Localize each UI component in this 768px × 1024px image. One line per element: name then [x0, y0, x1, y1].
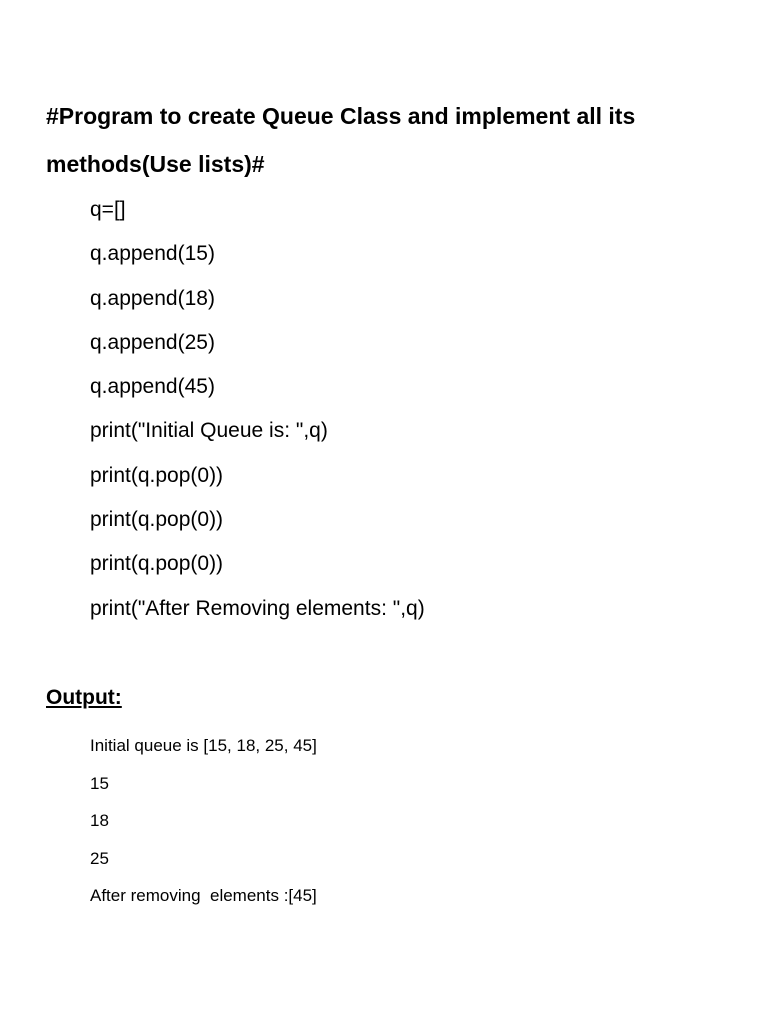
code-line: q.append(45) — [90, 375, 215, 399]
code-line: q=[] — [90, 198, 126, 221]
heading-line-2: methods(Use lists)# — [46, 151, 265, 177]
code-line: q.append(18) — [90, 286, 215, 310]
code-line: print("Initial Queue is: ",q) — [90, 419, 328, 443]
code-block — [90, 188, 425, 631]
output-block — [90, 727, 317, 915]
output-line: 25 — [90, 848, 109, 868]
output-line: 18 — [90, 811, 109, 830]
code-line: print(q.pop(0)) — [90, 508, 224, 532]
code-line: print(q.pop(0)) — [90, 552, 224, 576]
heading-line-1: #Program to create Queue Class and implement all its — [46, 103, 636, 129]
code-line: q.append(15) — [90, 242, 215, 266]
output-label: Output: — [46, 686, 122, 709]
code-line: q.append(25) — [90, 330, 215, 354]
program-heading — [46, 92, 726, 188]
code-line: print("After Removing elements: ",q) — [90, 596, 425, 620]
output-line: 15 — [90, 773, 109, 793]
output-line: After removing elements :[45] — [90, 886, 317, 905]
output-line: Initial queue is [15, 18, 25, 45] — [90, 736, 317, 755]
code-line: print(q.pop(0)) — [90, 463, 224, 487]
